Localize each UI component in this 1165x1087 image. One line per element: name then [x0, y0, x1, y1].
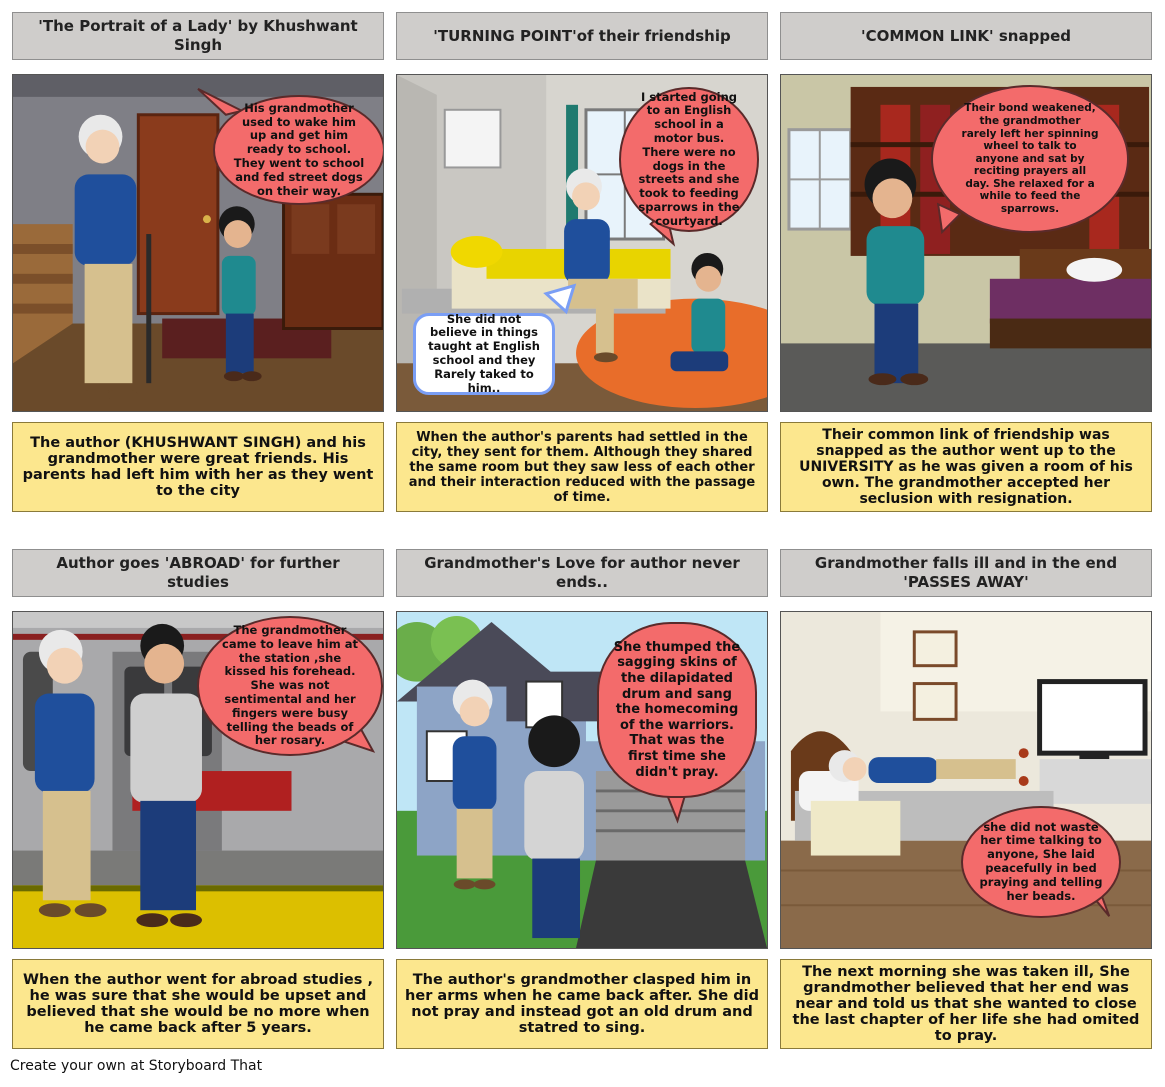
panel-3-caption-text: Their common link of friendship was snapped as the author went up to the UNIVERSITY as he was given a room of his own. The grandmother accepted her seclusion with resignation. [799, 427, 1133, 507]
panel-2-thought-bubble [413, 313, 555, 395]
panel-1-speech-bubble [213, 95, 384, 205]
panel-5-caption [396, 959, 768, 1049]
panel-1-scene [12, 74, 384, 412]
footer-credit[interactable] [10, 1058, 262, 1074]
footer-credit-text: Create your own at Storyboard That [10, 1058, 263, 1074]
panel-3-caption [780, 422, 1152, 512]
panel-2-caption-text: When the author's parents had settled in the city, they sent for them. Although they shared the same room but they saw less of each other and their interaction reduced with the passage of time. [408, 429, 756, 505]
panel-6-speech-text: she did not waste her time talking to anyone, She laid peacefully in bed praying and telling her beads. [979, 819, 1103, 903]
panel-4-title [12, 549, 384, 597]
panel-5-speech-bubble [597, 622, 757, 798]
panel-3-title-text: 'COMMON LINK' snapped [861, 26, 1071, 45]
panel-4-scene [12, 611, 384, 949]
panel-5-title-text: Grandmother's Love for author never ends.. [424, 554, 740, 591]
panel-4-caption-text: When the author went for abroad studies , he was sure that she would be upset and believed that she would be no more when he came back after 5 years. [23, 972, 373, 1036]
panel-4-title-text: Author goes 'ABROAD' for further studies [56, 554, 340, 591]
panel-6-title [780, 549, 1152, 597]
panel-3-speech-bubble [931, 85, 1129, 233]
panel-2-caption [396, 422, 768, 512]
panel-2-thought-text: She did not believe in things taught at English school and they Rarely taked to him.. [428, 311, 540, 395]
panel-6-caption [780, 959, 1152, 1049]
panel-6-title-text: Grandmother falls ill and in the end 'PASSES AWAY' [814, 554, 1118, 591]
panel-3-speech-text: Their bond weakened, the grandmother rarely left her spinning wheel to talk to anyone and sat by reciting prayers all day. She relaxed for a while to feed the sparrows. [961, 102, 1099, 216]
panel-1-title [12, 12, 384, 60]
panel-2-speech-bubble [619, 87, 759, 232]
panel-2-title [396, 12, 768, 60]
panel-4-speech-text: The grandmother came to leave him at the station ,she kissed his forehead. She was not sentimental and her fingers were busy telling the beads of her rosary. [222, 622, 358, 748]
panel-5-scene [396, 611, 768, 949]
panel-1-caption [12, 422, 384, 512]
panel-2-scene [396, 74, 768, 412]
panel-1-speech-text: His grandmother used to wake him up and get him ready to school. They went to school and fed street dogs on their way. [233, 100, 365, 198]
panel-5-speech-text: She thumped the sagging skins of the dilapidated drum and sang the homecoming of the warriors. That was the first time she didn't pray. [613, 639, 741, 780]
panel-4-speech-bubble [197, 616, 383, 756]
panel-5-caption-text: The author's grandmother clasped him in her arms when he came back after. She did not pray and instead got an old drum and statred to sing. [405, 972, 759, 1036]
panel-6-speech-bubble [961, 806, 1121, 918]
panel-3-scene [780, 74, 1152, 412]
panel-2-title-text: 'TURNING POINT'of their friendship [433, 26, 731, 45]
panel-1-title-text: 'The Portrait of a Lady' by Khushwant Singh [38, 17, 358, 54]
panel-2-speech-text: I started going to an English school in a motor bus. There were no dogs in the streets and she took to feeding sparrows in the courtyard. [638, 89, 740, 228]
panel-6-caption-text: The next morning she was taken ill, She grandmother believed that her end was near and told us that she wanted to close the last chapter of her life she had omited to pray. [792, 964, 1140, 1044]
panel-4-caption [12, 959, 384, 1049]
panel-6-scene [780, 611, 1152, 949]
panel-5-title [396, 549, 768, 597]
panel-1-caption-text: The author (KHUSHWANT SINGH) and his grandmother were great friends. His parents had left him with her as they went to the city [22, 435, 374, 499]
panel-3-title [780, 12, 1152, 60]
